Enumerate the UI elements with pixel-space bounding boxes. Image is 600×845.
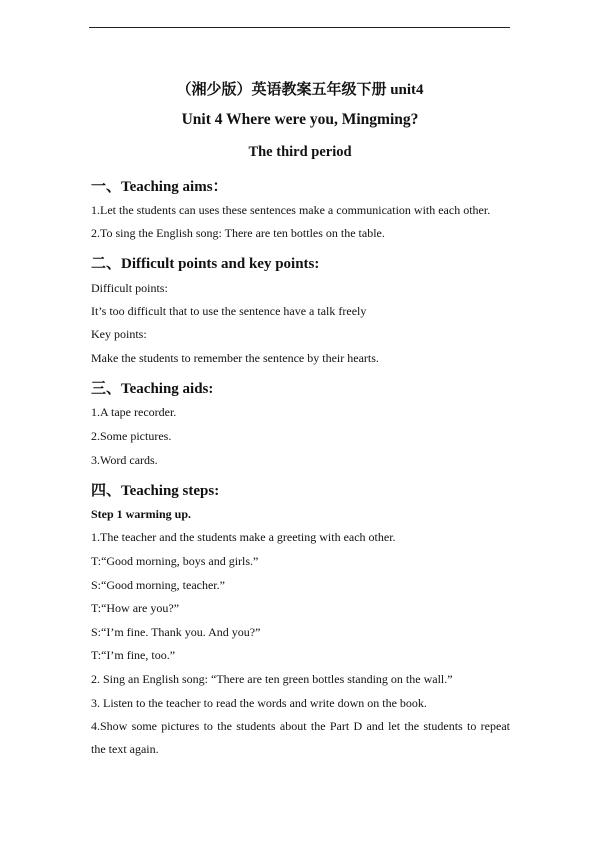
- aims-line-1: 1.Let the students can uses these sentences make a communication with each other.: [91, 203, 491, 217]
- steps-line-4: T:“How are you?”: [91, 601, 180, 615]
- steps-line-10: the text again.: [91, 742, 159, 756]
- aids-line-3: 3.Word cards.: [91, 453, 158, 467]
- steps-line-9: 4.Show some pictures to the students about the Part D and let the students to repeat: [91, 719, 510, 733]
- aids-line-2: 2.Some pictures.: [91, 429, 172, 443]
- section-heading-teaching-aims: 一、Teaching aims：: [91, 179, 228, 195]
- unit-title: Unit 4 Where were you, Mingming?: [181, 111, 419, 128]
- section-heading-teaching-aids: 三、Teaching aids:: [91, 381, 214, 397]
- steps-line-2: T:“Good morning, boys and girls.”: [91, 554, 259, 568]
- steps-line-6: T:“I’m fine, too.”: [91, 648, 176, 662]
- points-line-2: It’s too difficult that to use the sentence have a talk freely: [91, 304, 367, 318]
- aims-line-2: 2.To sing the English song: There are ten bottles on the table.: [91, 226, 385, 240]
- section-heading-key-points: 二、Difficult points and key points:: [91, 256, 320, 272]
- points-line-4: Make the students to remember the sentence by their hearts.: [91, 351, 379, 365]
- document-title: （湘少版）英语教案五年级下册 unit4: [176, 82, 424, 98]
- step-1-heading: Step 1 warming up.: [91, 507, 192, 521]
- section-heading-teaching-steps: 四、Teaching steps:: [91, 483, 220, 499]
- points-line-3: Key points:: [91, 327, 147, 341]
- steps-line-1: 1.The teacher and the students make a greeting with each other.: [91, 530, 396, 544]
- steps-line-8: 3. Listen to the teacher to read the words and write down on the book.: [91, 696, 427, 710]
- steps-line-7: 2. Sing an English song: “There are ten green bottles standing on the wall.”: [91, 672, 453, 686]
- aids-line-1: 1.A tape recorder.: [91, 405, 177, 419]
- steps-line-3: S:“Good morning, teacher.”: [91, 578, 225, 592]
- header-rule: [89, 27, 510, 28]
- period-title: The third period: [248, 144, 352, 160]
- points-line-1: Difficult points:: [91, 281, 168, 295]
- steps-line-5: S:“I’m fine. Thank you. And you?”: [91, 625, 261, 639]
